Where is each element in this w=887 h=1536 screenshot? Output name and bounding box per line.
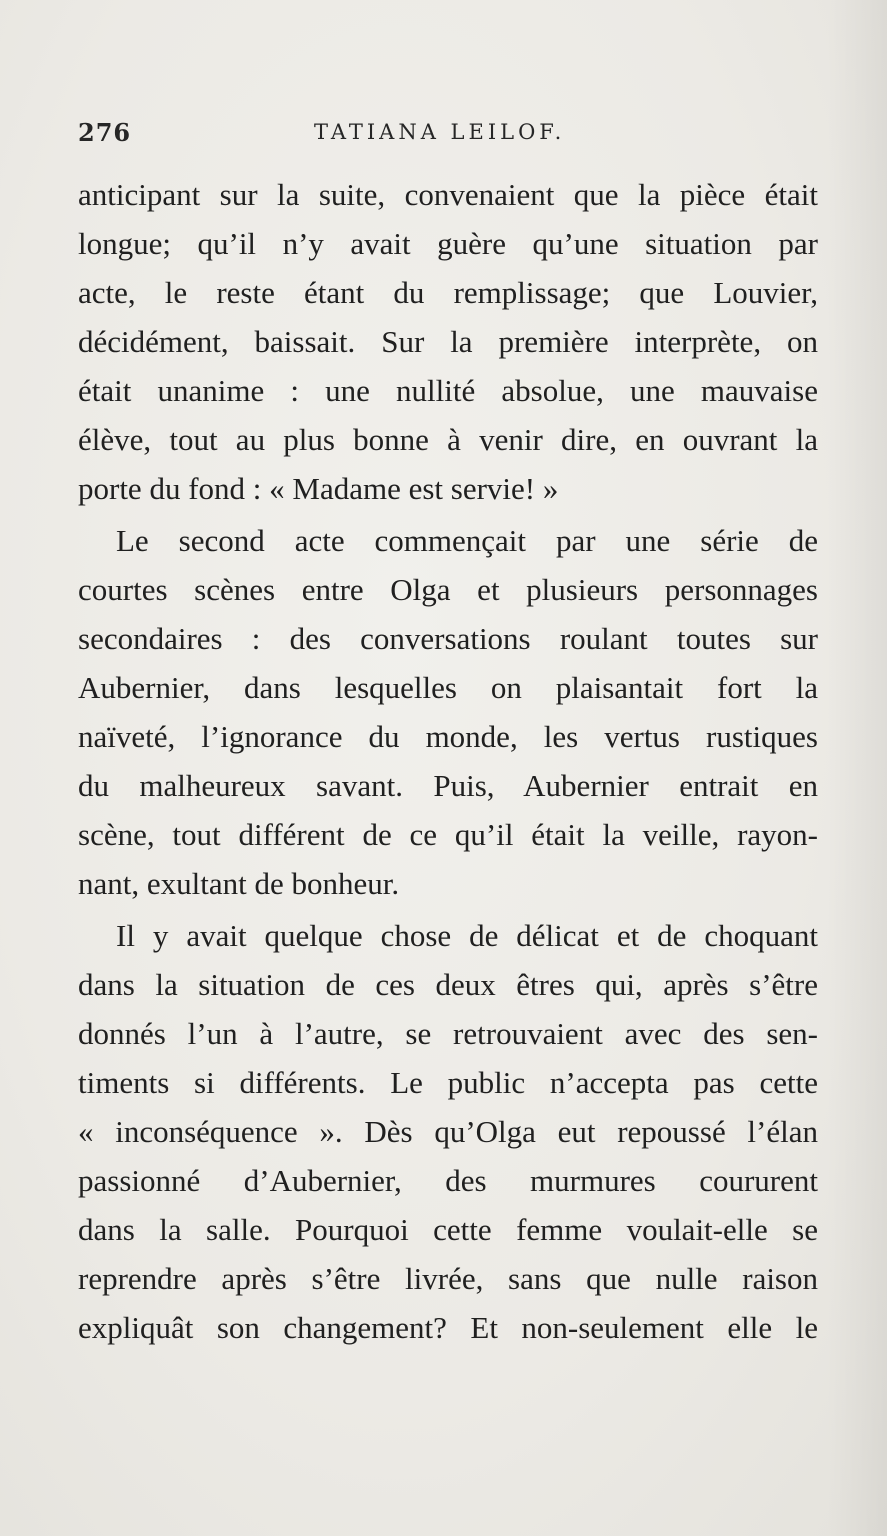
text-line: reprendre après s’être livrée, sans que nulle raison bbox=[78, 1261, 818, 1296]
text-line: timents si différents. Le public n’accepta pas cette bbox=[78, 1065, 818, 1100]
body-text bbox=[78, 170, 818, 1352]
text-line: élève, tout au plus bonne à venir dire, en ouvrant la bbox=[78, 422, 818, 457]
text-line: donnés l’un à l’autre, se retrouvaient avec des sen- bbox=[78, 1016, 818, 1051]
text-line: passionné d’Aubernier, des murmures coururent bbox=[78, 1163, 818, 1198]
text-line: acte, le reste étant du remplissage; que Louvier, bbox=[78, 275, 818, 310]
text-line: « inconséquence ». Dès qu’Olga eut repoussé l’élan bbox=[78, 1114, 818, 1149]
text-line: Le second acte commençait par une série de bbox=[116, 523, 818, 558]
text-line: Il y avait quelque chose de délicat et de choquant bbox=[116, 918, 818, 953]
text-line: décidément, baissait. Sur la première interprète, on bbox=[78, 324, 818, 359]
running-title: TATIANA LEILOF. bbox=[314, 120, 566, 144]
text-line: du malheureux savant. Puis, Aubernier entrait en bbox=[78, 768, 818, 803]
text-line: secondaires : des conversations roulant toutes sur bbox=[78, 621, 818, 656]
text-line: était unanime : une nullité absolue, une mauvaise bbox=[78, 373, 818, 408]
text-line: dans la situation de ces deux êtres qui, après s’être bbox=[78, 967, 818, 1002]
text-line: porte du fond : « Madame est servie! » bbox=[78, 471, 559, 506]
text-line: scène, tout différent de ce qu’il était la veille, rayon- bbox=[78, 817, 818, 852]
text-line: longue; qu’il n’y avait guère qu’une situation par bbox=[78, 226, 818, 261]
text-line: dans la salle. Pourquoi cette femme voulait-elle se bbox=[78, 1212, 818, 1247]
text-line: naïveté, l’ignorance du monde, les vertus rustiques bbox=[78, 719, 818, 754]
text-line: anticipant sur la suite, convenaient que la pièce était bbox=[78, 177, 818, 212]
page-edge-shadow bbox=[827, 0, 887, 1536]
text-line: courtes scènes entre Olga et plusieurs personnages bbox=[78, 572, 818, 607]
text-line: expliquât son changement? Et non-seulement elle le bbox=[78, 1310, 818, 1345]
page-number: 276 bbox=[78, 118, 132, 147]
text-line: nant, exultant de bonheur. bbox=[78, 866, 400, 901]
page-header bbox=[78, 118, 818, 148]
text-line: Aubernier, dans lesquelles on plaisantait fort la bbox=[78, 670, 818, 705]
